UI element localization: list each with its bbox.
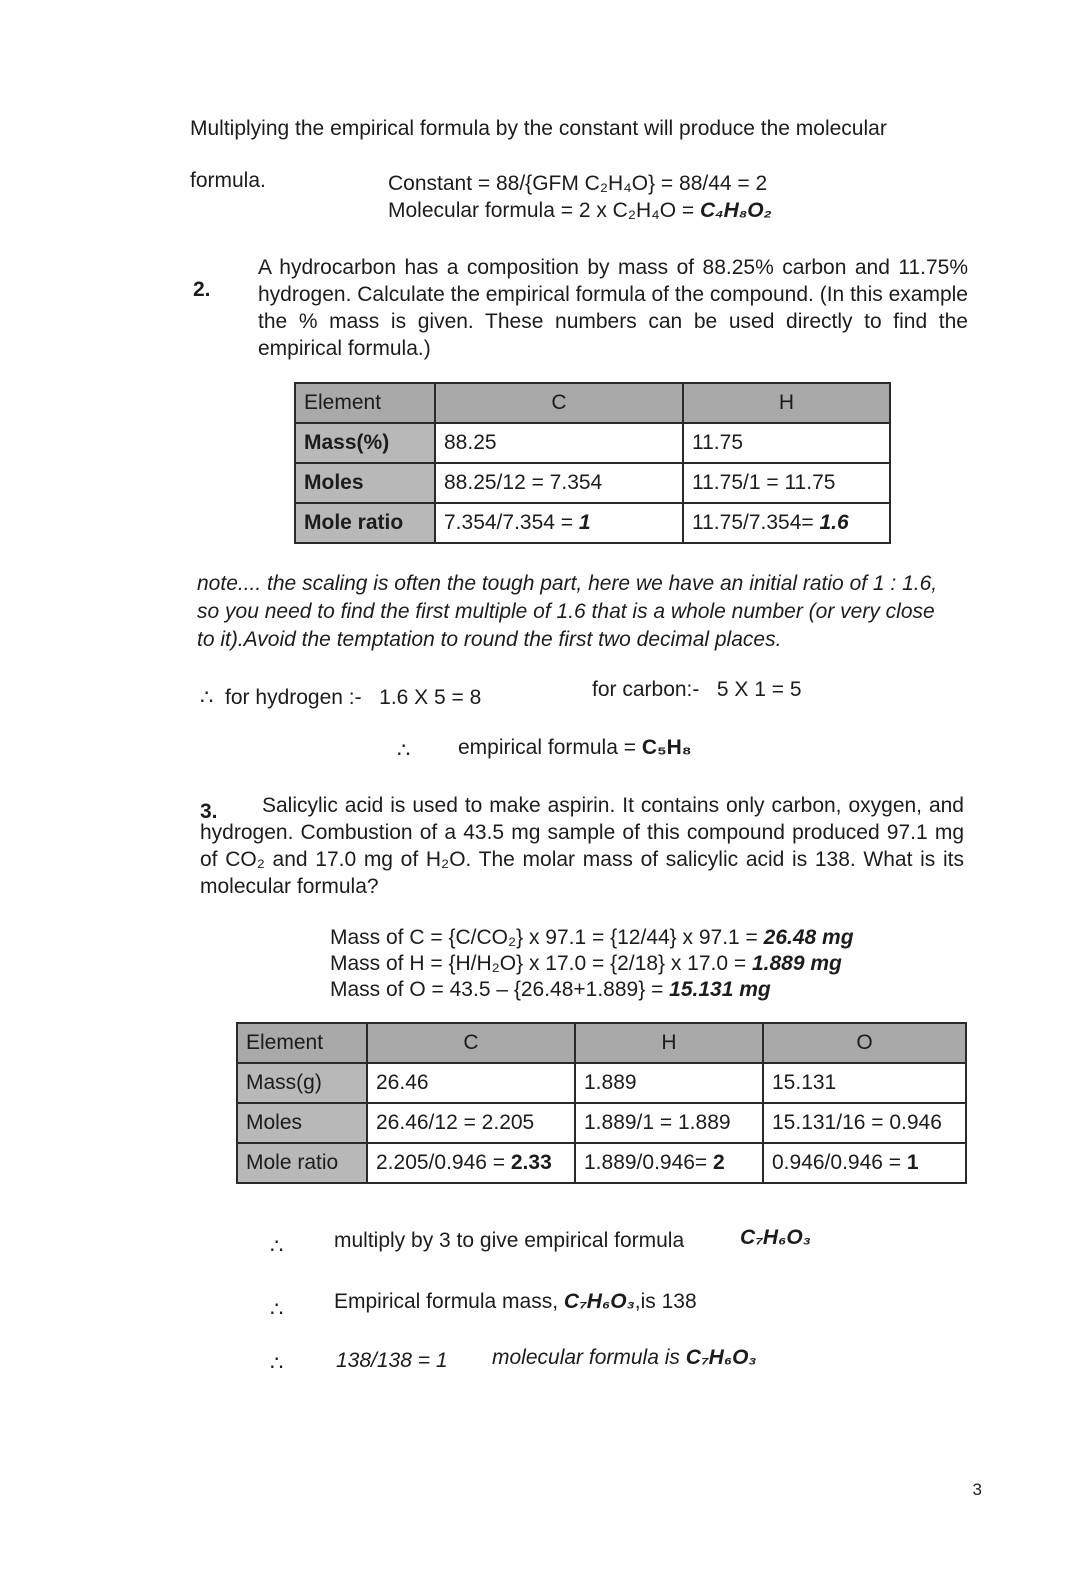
step2-formula: C₇H₆O₃ — [563, 1290, 635, 1313]
q2-row-label: Mole ratio — [295, 503, 435, 543]
mass-o-value: 15.131 mg — [669, 978, 771, 1001]
q3-cell-o — [763, 1103, 966, 1143]
q2-row-label: Moles — [295, 463, 435, 503]
table-row — [237, 1063, 966, 1103]
q2-cell-h-text: 11.75/7.354= — [692, 511, 820, 534]
carbon-line — [592, 678, 802, 702]
mass-c-line — [330, 926, 854, 950]
molecular-formula-result: C₄H₈O₂ — [700, 199, 772, 222]
table-row — [237, 1143, 966, 1183]
carbon-label: for carbon:- — [592, 678, 700, 701]
q2-cell-c-text: 88.25 — [444, 431, 497, 454]
q3-cell-c-text: 26.46 — [376, 1071, 429, 1094]
q3-cell-h-text: 1.889/0.946= — [584, 1151, 714, 1174]
step2-line — [334, 1290, 697, 1314]
q3-cell-h-text: 1.889 — [584, 1071, 637, 1094]
q3-cell-c — [367, 1063, 575, 1103]
intro-line-2: formula. — [190, 169, 266, 192]
q2-cell-c-text: 88.25/12 = 7.354 — [444, 471, 603, 494]
therefore-icon: ∴ — [270, 1352, 284, 1375]
q2-empirical-formula — [458, 736, 692, 760]
step2-text-a: Empirical formula mass, — [334, 1290, 564, 1313]
q3-cell-h — [575, 1063, 763, 1103]
mass-h-label: Mass of H = {H/H₂O} x 17.0 = {2/18} x 17.0 = — [330, 952, 752, 975]
q2-cell-c — [435, 503, 683, 543]
q3-number: 3. — [200, 800, 218, 823]
q3-cell-o — [763, 1143, 966, 1183]
q2-number: 2. — [193, 278, 211, 301]
q2-table — [294, 382, 891, 544]
q3-text: Salicylic acid is used to make aspirin. It contains only carbon, oxygen, and hydrogen. Combustion of a 43.5 mg sample of this compound produced 97.1 mg of CO₂ and 17.0 mg of H₂O. The molar mass of salicylic acid is 138. What is its molecular formula? — [200, 794, 964, 898]
q3-cell-c-bold: 2.33 — [510, 1151, 552, 1174]
q2-note: note.... the scaling is often the tough part, here we have an initial ratio of 1 : 1.6, so you need to find the first multiple of 1.6 that is a whole number (or very close to it).Avoid the temptation to round the first two decimal places. — [197, 572, 938, 651]
q3-cell-o-bold: 1 — [906, 1151, 919, 1174]
q2-cell-h-bold: 1.6 — [819, 511, 849, 534]
q2-table-header-row — [295, 383, 890, 423]
q2-cell-h — [683, 503, 890, 543]
q3-cell-h-bold: 2 — [713, 1151, 725, 1174]
q3-header-c: C — [367, 1023, 575, 1063]
q3-cell-h — [575, 1143, 763, 1183]
q2-cell-c — [435, 463, 683, 503]
q2-cell-c-bold: 1 — [578, 511, 591, 534]
step3-calc: 138/138 = 1 — [336, 1349, 448, 1372]
mass-c-label: Mass of C = {C/CO₂} x 97.1 = {12/44} x 97.1 = — [330, 926, 764, 949]
hydrogen-calc: 1.6 X 5 = 8 — [379, 686, 482, 709]
constant-equation — [388, 172, 767, 196]
therefore-icon: ∴ — [200, 686, 214, 709]
q3-table — [236, 1022, 967, 1184]
mass-c-value: 26.48 mg — [763, 926, 854, 949]
q2-cell-c — [435, 423, 683, 463]
q3-row-label: Mass(g) — [237, 1063, 367, 1103]
q3-header-h: H — [575, 1023, 763, 1063]
q2-cell-h — [683, 463, 890, 503]
q2-text: A hydrocarbon has a composition by mass of 88.25% carbon and 11.75% hydrogen. Calculate the empirical formula of the compound. (In this example the % mass is given. These numbers can be used directly to find the empirical formula.) — [258, 256, 968, 360]
q2-cell-c-text: 7.354/7.354 = — [444, 511, 579, 534]
carbon-calc: 5 X 1 = 5 — [716, 678, 802, 701]
q2-row-label: Mass(%) — [295, 423, 435, 463]
step1-text: multiply by 3 to give empirical formula — [334, 1229, 685, 1252]
q2-cell-h — [683, 423, 890, 463]
therefore-icon: ∴ — [270, 1298, 284, 1321]
q3-row-label: Mole ratio — [237, 1143, 367, 1183]
q3-cell-c-text: 2.205/0.946 = — [376, 1151, 511, 1174]
step2-text-b: ,is 138 — [634, 1290, 697, 1313]
q3-cell-c — [367, 1143, 575, 1183]
mass-h-line — [330, 952, 842, 976]
q3-header-element: Element — [237, 1023, 367, 1063]
hydrogen-line — [200, 685, 481, 710]
q2-cell-h-text: 11.75/1 = 11.75 — [692, 471, 836, 494]
q2-header-element: Element — [295, 383, 435, 423]
q3-cell-o-text: 15.131/16 = 0.946 — [772, 1111, 942, 1134]
q3-header-o: O — [763, 1023, 966, 1063]
q3-cell-o-text: 15.131 — [772, 1071, 837, 1094]
q3-cell-h — [575, 1103, 763, 1143]
q2-empirical-result: C₅H₈ — [641, 736, 692, 759]
q3-cell-c — [367, 1103, 575, 1143]
mass-o-line — [330, 978, 771, 1002]
mass-o-label: Mass of O = 43.5 – {26.48+1.889} = — [330, 978, 670, 1001]
q3-cell-h-text: 1.889/1 = 1.889 — [584, 1111, 731, 1134]
step3-formula: C₇H₆O₃ — [685, 1346, 757, 1369]
therefore-icon: ∴ — [397, 739, 411, 762]
q2-cell-h-text: 11.75 — [692, 431, 743, 454]
therefore-icon: ∴ — [270, 1235, 284, 1258]
constant-text: Constant = 88/{GFM C₂H₄O} = 88/44 = 2 — [388, 172, 768, 195]
mass-h-value: 1.889 mg — [751, 952, 842, 975]
molecular-formula-equation — [388, 199, 772, 223]
page-number: 3 — [972, 1480, 982, 1499]
hydrogen-label: for hydrogen :- — [225, 686, 362, 709]
q3-row-label: Moles — [237, 1103, 367, 1143]
q3-cell-c-text: 26.46/12 = 2.205 — [376, 1111, 535, 1134]
molecular-formula-label: Molecular formula = 2 x C₂H₄O = — [388, 199, 700, 222]
step1-formula: C₇H₆O₃ — [740, 1226, 811, 1249]
q2-header-h: H — [683, 383, 890, 423]
table-row — [295, 423, 890, 463]
q2-header-c: C — [435, 383, 683, 423]
table-row — [237, 1103, 966, 1143]
table-row — [295, 503, 890, 543]
q3-cell-o-text: 0.946/0.946 = — [772, 1151, 907, 1174]
step3-text: molecular formula is — [492, 1346, 686, 1369]
q2-empirical-label: empirical formula = — [458, 736, 642, 759]
q3-table-header-row — [237, 1023, 966, 1063]
intro-line-1: Multiplying the empirical formula by the constant will produce the molecular — [190, 117, 887, 140]
q3-cell-o — [763, 1063, 966, 1103]
step3-line — [492, 1346, 757, 1370]
table-row — [295, 463, 890, 503]
